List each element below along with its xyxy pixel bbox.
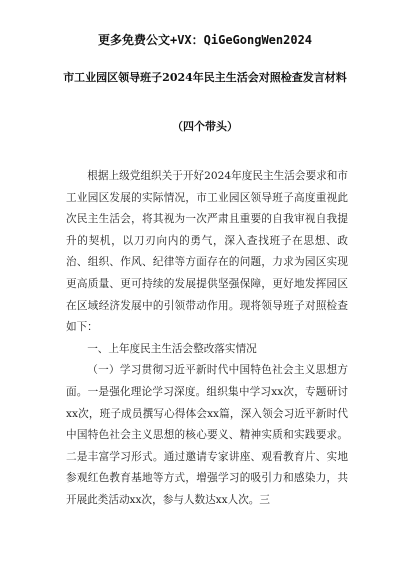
- subsection-paragraph: （一）学习贯彻习近平新时代中国特色社会主义思想方面。一是强化理论学习深度。组织集中学习xx次，专题研讨xx次，班子成员撰写心得体会xx篇，深入领会习近平新时代中国特色社会主义思想的核心要义、精神实质和实践要求。二是丰富学习形式。通过邀请专家讲座、观看教育片、实地参观红色教育基地等方式，增强学习的吸引力和感染力，共开展此类活动xx次，参与人数达xx人次。三: [66, 364, 348, 506]
- document-body: [66, 166, 348, 512]
- section-heading: 一、上年度民主生活会整改落实情况: [87, 342, 257, 355]
- intro-paragraph: 根据上级党组织关于开好2024年度民主生活会要求和市工业园区发展的实际情况，市工业园区领导班子高度重视此次民主生活会，将其视为一次严肃且重要的自我审视自我提升的契机，以刀刃向内的勇气，深入查找班子在思想、政治、组织、作风、纪律等方面存在的问题，力求为园区实现更高质量、更可持续的发展提供坚强保障，更好地发挥园区在区域经济发展中的引领带动作用。现将领导班子对照检查如下：: [66, 170, 348, 334]
- document-title: 市工业园区领导班子2024年民主生活会对照检查发言材料: [63, 71, 347, 84]
- document-subtitle: （四个带头）: [172, 120, 238, 133]
- promo-banner: 更多免费公文+VX：QiGeGongWen2024: [97, 33, 313, 47]
